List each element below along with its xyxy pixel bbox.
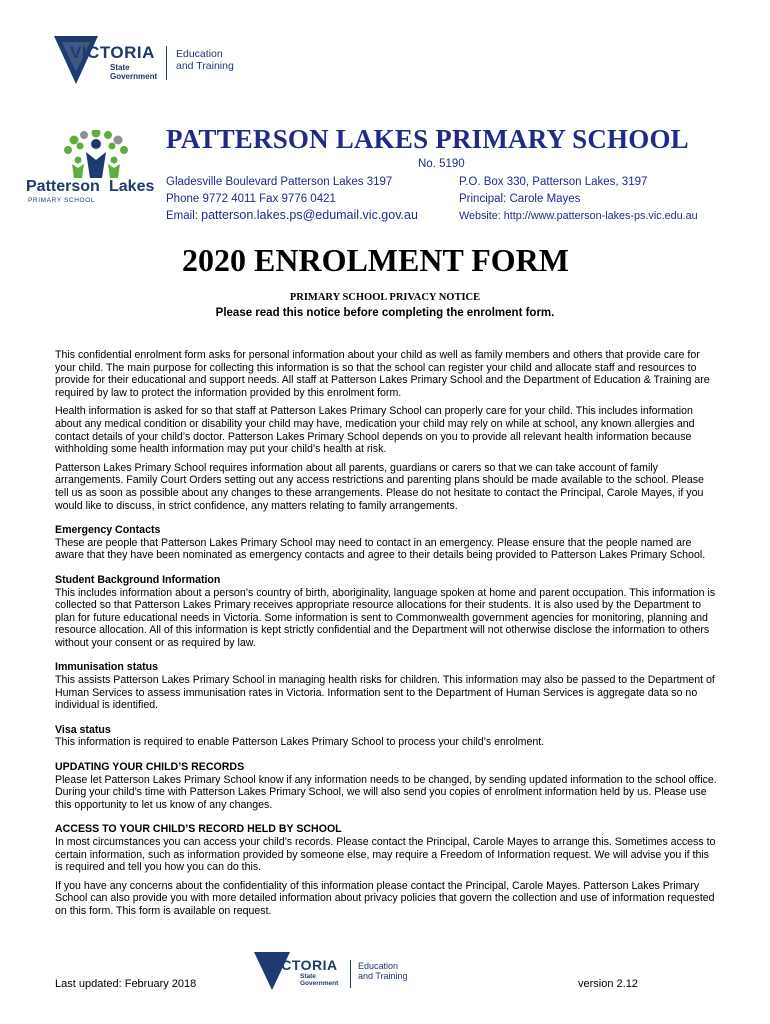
heading-updating: UPDATING YOUR CHILD’S RECORDS <box>55 761 245 774</box>
education-label-footer: Education <box>358 961 399 971</box>
text-emergency: These are people that Patterson Lakes Primary School may need to contact in an emergency. Please ensure that the people named are aware that they have been nominated as emergency contacts and agree to their details being provided to Patterson Lakes Primary School. <box>55 536 706 562</box>
school-po-box: P.O. Box 330, Patterson Lakes, 3197 <box>459 176 648 188</box>
paragraph-health: Health information is asked for so that staff at Patterson Lakes Primary School can properly care for your child. This includes information about any medical condition or disability your child may have, medication your child may rely on while at school, any known allergies and contact details of your child’s doctor. Patterson Lakes Primary School depends on you to provide all relevant health information because withholding some health information may put your child’s health at risk. <box>55 405 695 456</box>
form-title: 2020 ENROLMENT FORM <box>182 242 569 278</box>
section-background <box>55 574 717 650</box>
state-label: State <box>110 63 130 72</box>
text-background: This includes information about a person’s country of birth, aboriginality, language spoken at home and parent occupation. This information is collected so that Patterson Lakes Primary receives appropriate resource allocations for their students. It is also used by the Department to plan for future educational needs in Victoria. Some information is sent to Commonwealth government agencies for monitoring, planning and resource allocation. All of this information is kept strictly confidential and the Department will not otherwise disclose the information to others without your consent or as required by law. <box>55 586 716 649</box>
privacy-notice-title: PRIMARY SCHOOL PRIVACY NOTICE <box>289 292 481 303</box>
privacy-notice-body <box>55 349 717 924</box>
victoria-wordmark: VICTORIA <box>70 43 155 62</box>
government-label: Government <box>110 72 158 81</box>
school-website[interactable]: Website: http://www.patterson-lakes-ps.vic.edu.au <box>459 210 698 222</box>
section-emergency <box>55 524 717 562</box>
section-updating <box>55 761 717 811</box>
training-label-footer: and Training <box>358 971 408 981</box>
text-updating: Please let Patterson Lakes Primary School know if any information needs to be changed, by sending updated information to the school office. During your child’s time with Patterson Lakes Primary School, we will also send you copies of enrolment information held by us. Please use this opportunity to let us know of any changes. <box>55 773 717 811</box>
heading-emergency: Emergency Contacts <box>55 524 161 537</box>
privacy-notice-subtitle: Please read this notice before completing the enrolment form. <box>215 307 555 319</box>
school-logo <box>26 130 156 210</box>
school-address: Gladesville Boulevard Patterson Lakes 3197 <box>166 176 393 188</box>
section-visa <box>55 724 717 749</box>
training-label: and Training <box>176 60 234 72</box>
logo-divider-footer <box>350 960 351 988</box>
email-link[interactable]: patterson.lakes.ps@edumail.vic.gov.au <box>201 208 418 222</box>
victoria-logo-top <box>52 34 252 88</box>
heading-access: ACCESS TO YOUR CHILD’S RECORD HELD BY SCHOOL <box>55 823 342 836</box>
text-visa: This information is required to enable Patterson Lakes Primary School to process your child’s enrolment. <box>55 736 545 749</box>
tree-people-icon <box>56 130 136 180</box>
heading-visa: Visa status <box>55 723 111 736</box>
school-logo-sub: PRIMARY SCHOOL <box>28 197 96 204</box>
section-immunisation <box>55 661 717 711</box>
text-immunisation: This assists Patterson Lakes Primary School in managing health risks for children. This information may also be passed to the Department of Human Services to assess immunisation rates in Victoria. Information sent to the Department of Human Services is aggregate data so no individual is identified. <box>55 674 715 712</box>
school-logo-word-lakes: Lakes <box>109 178 155 195</box>
email-label: Email: <box>166 210 202 222</box>
school-number: No. 5190 <box>418 158 465 170</box>
school-logo-word-patterson: Patterson <box>26 178 100 195</box>
text-access: In most circumstances you can access your child’s records. Please contact the Principal, Carole Mayes to arrange this. Sometimes access to certain information, such as information provided by someone else, may require a Freedom of Information request. We will advise you if this is required and tell you how you can do this. <box>55 836 716 874</box>
school-principal: Principal: Carole Mayes <box>459 193 581 205</box>
victoria-logo-footer <box>252 950 422 994</box>
state-label-footer: State <box>300 973 316 980</box>
school-name: PATTERSON LAKES PRIMARY SCHOOL <box>166 124 689 154</box>
heading-background: Student Background Information <box>55 573 221 586</box>
heading-immunisation: Immunisation status <box>55 661 159 674</box>
paragraph-family: Patterson Lakes Primary School requires information about all parents, guardians or carers so that we can take account of family arrangements. Family Court Orders setting out any access restrictions and parenting plans should be made available to the school. Please tell us as soon as possible about any changes to these arrangements. Please do not hesitate to contact the Principal, Carole Mayes, if you would like to discuss, in strict confidence, any matters relating to family arrangements. <box>55 461 704 512</box>
logo-divider <box>166 46 167 80</box>
school-email-line <box>166 208 418 222</box>
section-access <box>55 823 717 873</box>
footer-version: version 2.12 <box>578 978 638 990</box>
paragraph-concerns: If you have any concerns about the confidentiality of this information please contact the Principal, Carole Mayes. Patterson Lakes Primary School can also provide you with more detailed information about privacy policies that govern the collection and use of information requested on this form. This form is available on request. <box>55 879 715 917</box>
school-phone-fax: Phone 9772 4011 Fax 9776 0421 <box>166 193 336 205</box>
victoria-wordmark-footer: VICTORIA <box>267 957 338 973</box>
paragraph-purpose: This confidential enrolment form asks for personal information about your child as well as family members and others that provide care for your child. The main purpose for collecting this information is so that the school can register your child and allocate staff and resources to provide for their educational and support needs. All staff at Patterson Lakes Primary School and the Department of Education & Training are required by law to protect the information provided by this enrolment form. <box>55 349 710 399</box>
government-label-footer: Government <box>300 980 339 987</box>
footer-last-updated: Last updated: February 2018 <box>55 978 197 990</box>
education-label: Education <box>176 48 223 60</box>
